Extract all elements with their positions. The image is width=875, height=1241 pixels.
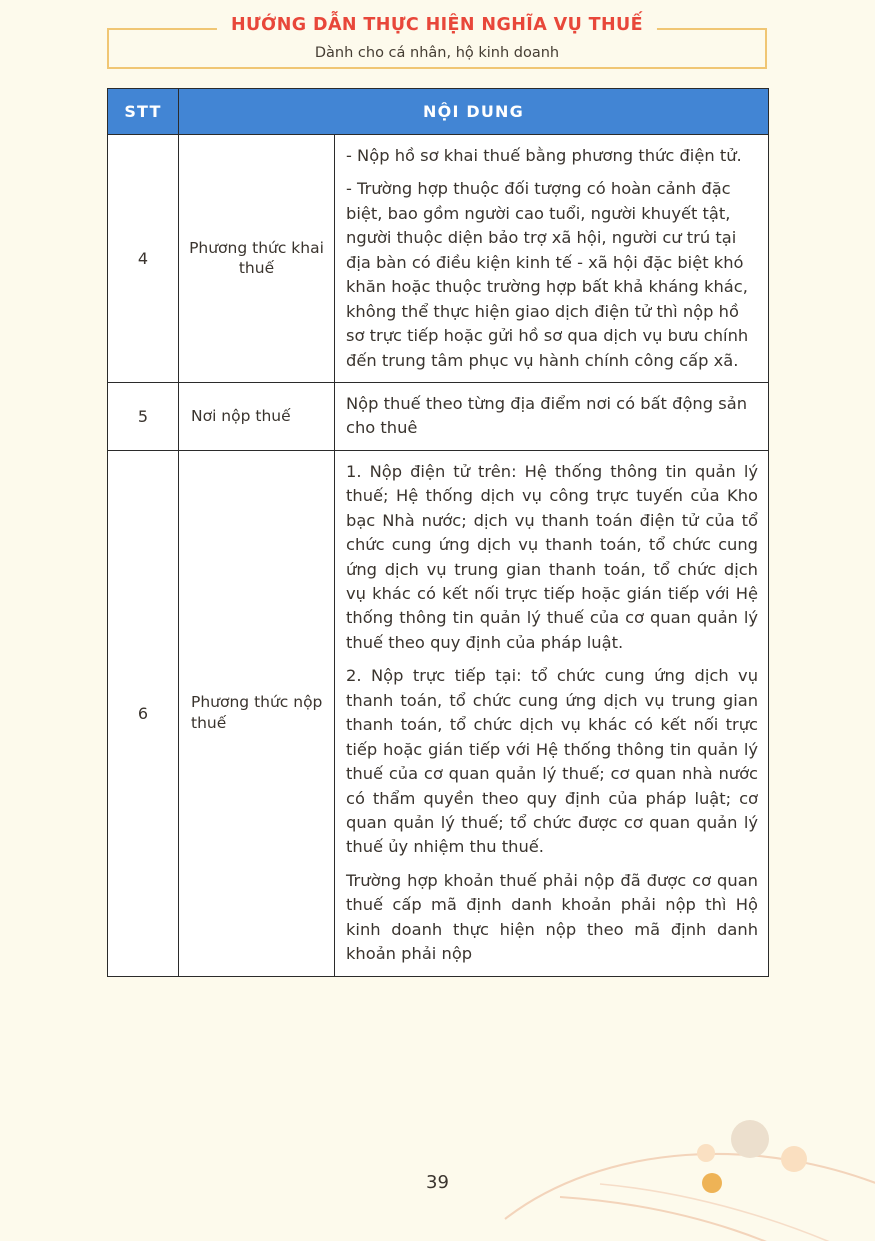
row-label: Phương thức nộp thuế: [179, 450, 335, 976]
table-row: [108, 382, 769, 450]
column-header-noi-dung: NỘI DUNG: [179, 89, 769, 135]
table-row: [108, 135, 769, 383]
content-paragraph: Trường hợp khoản thuế phải nộp đã được cơ quan thuế cấp mã định danh khoản phải nộp thì Hộ kinh doanh thực hiện nộp theo mã định danh khoản phải nộp: [346, 870, 759, 964]
content-paragraph: - Nộp hồ sơ khai thuế bằng phương thức điện tử.: [346, 146, 742, 165]
column-header-stt: STT: [108, 89, 179, 135]
row-number: 6: [108, 450, 179, 976]
header-subtitle: Dành cho cá nhân, hộ kinh doanh: [314, 45, 560, 61]
content-paragraph: 1. Nộp điện tử trên: Hệ thống thông tin quản lý thuế; Hệ thống dịch vụ công trực tuyến của Kho bạc Nhà nước; dịch vụ thanh toán điện tử của tổ chức cung ứng dịch vụ thanh toán, tổ chức cung ứng dịch vụ trung gian thanh toán, tổ chức dịch vụ khác có kết nối trực tiếp hoặc gián tiếp với Hệ thống thông tin quản lý thuế của cơ quan quản lý thuế theo quy định của pháp luật.: [346, 461, 759, 652]
page-number: 39: [426, 1172, 449, 1193]
content-paragraph: - Trường hợp thuộc đối tượng có hoàn cảnh đặc biệt, bao gồm người cao tuổi, người khuyết tật, người thuộc diện bảo trợ xã hội, người cư trú tại địa bàn có điều kiện kinh tế - xã hội đặc biệt khó khăn hoặc thuộc trường hợp bất khả kháng khác, không thể thực hiện giao dịch điện tử thì nộp hồ sơ trực tiếp hoặc gửi hồ sơ qua dịch vụ bưu chính đến trung tâm phục vụ hành chính công cấp xã.: [346, 179, 749, 370]
row-number: 4: [108, 135, 179, 383]
content-paragraph: 2. Nộp trực tiếp tại: tổ chức cung ứng dịch vụ thanh toán, tổ chức cung ứng dịch vụ trung gian thanh toán, tổ chức dịch vụ khác có kết nối trực tiếp hoặc gián tiếp với Hệ thống thông tin quản lý thuế của cơ quan quản lý thuế; cơ quan nhà nước có thẩm quyền theo quy định của pháp luật; cơ quan quản lý thuế; tổ chức được cơ quan quản lý thuế ủy nhiệm thu thuế.: [346, 666, 759, 857]
row-number: 5: [108, 382, 179, 450]
row-content: [335, 382, 769, 450]
table-header-row: [108, 89, 769, 135]
row-label: Phương thức khai thuế: [179, 135, 335, 383]
header-title: HƯỚNG DẪN THỰC HIỆN NGHĨA VỤ THUẾ: [217, 15, 657, 35]
row-label: Nơi nộp thuế: [179, 382, 335, 450]
row-content: [335, 135, 769, 383]
table-row: [108, 450, 769, 976]
content-paragraph: Nộp thuế theo từng địa điểm nơi có bất động sản cho thuê: [346, 393, 748, 438]
row-content: [335, 450, 769, 976]
tax-guidance-table: [107, 88, 769, 977]
footer-decoration: [0, 1101, 875, 1241]
page-header: [107, 15, 767, 69]
